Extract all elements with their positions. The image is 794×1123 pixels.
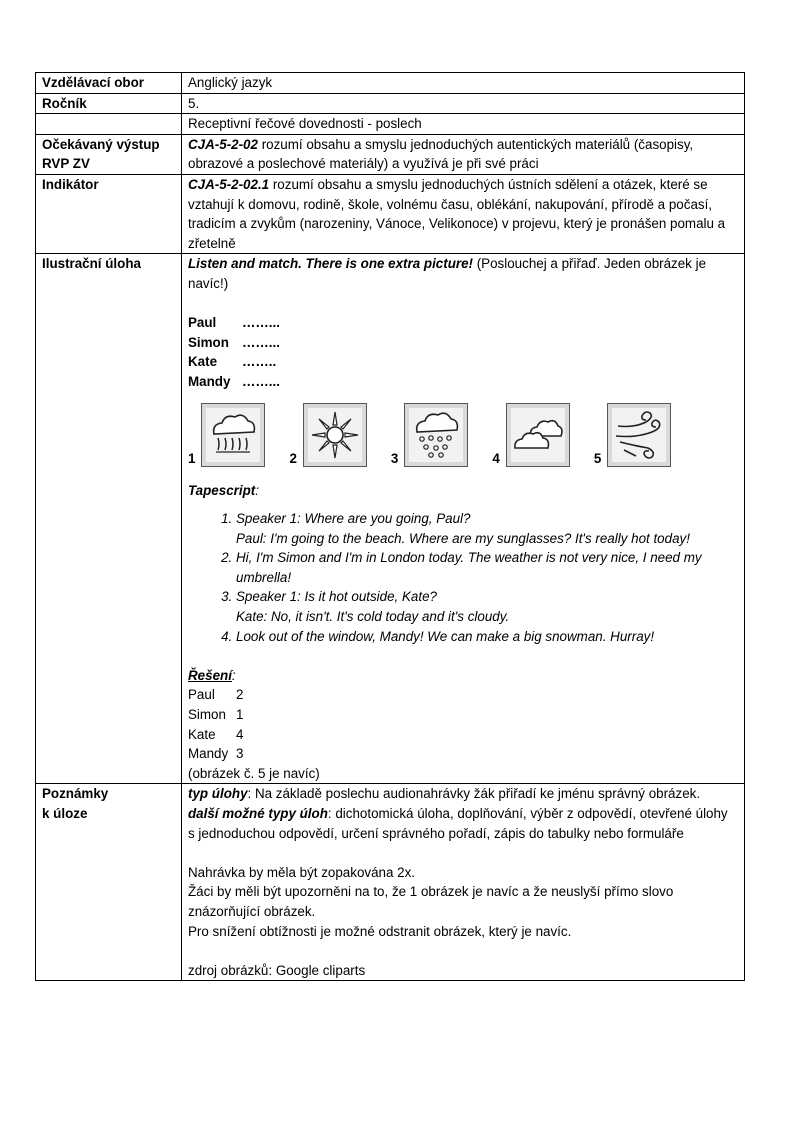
name-row bbox=[188, 333, 738, 353]
picture-5 bbox=[594, 403, 695, 467]
value-obor: Anglický jazyk bbox=[182, 73, 745, 94]
solution-note: (obrázek č. 5 je navíc) bbox=[188, 765, 320, 781]
vystup-code: CJA-5-2-02 bbox=[188, 136, 258, 152]
sun-icon bbox=[303, 403, 367, 467]
tapescript-line: 1. Speaker 1: Where are you going, Paul? bbox=[236, 511, 471, 527]
solution-name: Simon bbox=[188, 707, 226, 723]
row-rocnik bbox=[36, 93, 745, 114]
label-poznamky-line2: k úloze bbox=[42, 806, 88, 821]
picture-row bbox=[188, 403, 738, 467]
name-blank: ……... bbox=[242, 315, 280, 331]
picture-number: 2 bbox=[289, 450, 297, 466]
label-vystup-line1: Očekávaný výstup bbox=[42, 136, 160, 152]
tapescript-item bbox=[236, 627, 738, 647]
picture-1 bbox=[188, 403, 289, 467]
dalsi-text: : dichotomická úloha, doplňování, výběr z odpovědí, otevřené úlohy s jednoduchou odpovědí, určení správného pořadí, zápis do tabulky nebo formuláře bbox=[188, 806, 728, 841]
value-rocnik: 5. bbox=[182, 93, 745, 114]
label-indikator: Indikátor bbox=[36, 174, 182, 253]
tapescript-line: 4. Look out of the window, Mandy! We can make a big snowman. Hurray! bbox=[236, 628, 655, 644]
value-uloha bbox=[182, 254, 745, 784]
tapescript-line: 2. Hi, I'm Simon and I'm in London today. The weather is not very nice, I need my umbrella! bbox=[236, 550, 702, 585]
tapescript-line: Paul: I'm going to the beach. Where are my sunglasses? It's really hot today! bbox=[236, 530, 690, 546]
value-poznamky bbox=[182, 784, 745, 981]
tapescript-item bbox=[236, 587, 738, 626]
picture-number: 4 bbox=[492, 450, 500, 466]
tapescript-item bbox=[236, 509, 738, 548]
tapescript-colon: : bbox=[255, 482, 259, 498]
tapescript-item bbox=[236, 548, 738, 587]
indikator-code: CJA-5-2-02.1 bbox=[188, 176, 270, 192]
name: Paul bbox=[188, 315, 217, 331]
label-poznamky bbox=[36, 784, 182, 981]
name-row bbox=[188, 372, 738, 392]
spacer bbox=[188, 294, 738, 314]
name: Simon bbox=[188, 334, 229, 350]
solution-row bbox=[188, 705, 738, 725]
spacer bbox=[188, 843, 738, 863]
name-row bbox=[188, 352, 738, 372]
label-oblast-empty bbox=[36, 114, 182, 135]
row-indikator bbox=[36, 174, 745, 253]
tapescript-line: Kate: No, it isn't. It's cold today and it's cloudy. bbox=[236, 609, 510, 625]
picture-number: 5 bbox=[593, 450, 602, 466]
solution-heading bbox=[188, 666, 738, 686]
typ-label: typ úlohy bbox=[188, 786, 248, 802]
solution-number: 4 bbox=[236, 726, 244, 742]
tapescript-label: Tapescript bbox=[188, 482, 256, 498]
rain-cloud-icon bbox=[201, 403, 265, 467]
picture-number: 3 bbox=[390, 450, 399, 466]
picture-4 bbox=[492, 403, 593, 467]
picture-number: 1 bbox=[188, 450, 196, 466]
name-blank: ……... bbox=[242, 373, 280, 389]
spacer bbox=[188, 941, 738, 961]
worksheet-table bbox=[35, 72, 745, 981]
row-oblast bbox=[36, 114, 745, 135]
note-paragraph: Žáci by měli být upozorněni na to, že 1 obrázek je navíc a že neuslyší přímo slovo znázorňující obrázek. bbox=[188, 884, 674, 919]
row-obor bbox=[36, 73, 745, 94]
clouds-icon bbox=[506, 403, 570, 467]
picture-2 bbox=[289, 403, 390, 467]
name-blank: ……... bbox=[242, 334, 280, 350]
typ-text: : Na základě poslechu audionahrávky žák přiřadí ke jménu správný obrázek. bbox=[247, 786, 701, 802]
note-paragraph: Pro snížení obtížnosti je možné odstranit obrázek, který je navíc. bbox=[188, 923, 572, 939]
name: Mandy bbox=[188, 373, 231, 389]
solution-label: Řešení bbox=[188, 667, 232, 683]
solution-colon: : bbox=[231, 667, 236, 683]
tapescript-list bbox=[188, 509, 738, 646]
note-source: zdroj obrázků: Google cliparts bbox=[188, 962, 366, 978]
label-vystup bbox=[36, 134, 182, 174]
spacer bbox=[188, 646, 738, 666]
row-vystup bbox=[36, 134, 745, 174]
solution-name: Paul bbox=[188, 687, 215, 703]
uloha-instruction bbox=[188, 254, 738, 293]
solution-row bbox=[188, 744, 738, 764]
note-typ bbox=[188, 784, 738, 804]
label-rocnik: Ročník bbox=[36, 93, 182, 114]
note-paragraph: Nahrávka by měla být zopakována 2x. bbox=[188, 864, 416, 880]
tapescript-heading bbox=[188, 481, 738, 501]
label-poznamky-line1: Poznámky bbox=[42, 786, 109, 802]
solution-number: 1 bbox=[236, 707, 244, 723]
wind-icon bbox=[607, 403, 671, 467]
picture-3 bbox=[391, 403, 492, 467]
value-indikator bbox=[182, 174, 745, 253]
solution-number: 3 bbox=[236, 746, 244, 762]
label-obor: Vzdělávací obor bbox=[36, 73, 182, 94]
note-dalsi bbox=[188, 804, 738, 843]
solution-name: Kate bbox=[188, 726, 216, 742]
row-poznamky bbox=[36, 784, 745, 981]
label-vystup-line2: RVP ZV bbox=[42, 156, 90, 172]
snow-cloud-icon bbox=[404, 403, 468, 467]
name: Kate bbox=[188, 354, 218, 370]
label-uloha: Ilustrační úloha bbox=[36, 254, 182, 784]
value-oblast: Receptivní řečové dovednosti - poslech bbox=[182, 114, 745, 135]
name-row bbox=[188, 313, 738, 333]
solution-row bbox=[188, 725, 738, 745]
instruction-bold: Listen and match. There is one extra picture! bbox=[188, 256, 473, 272]
value-vystup bbox=[182, 134, 745, 174]
solution-name: Mandy bbox=[188, 746, 229, 762]
dalsi-label: další možné typy úloh bbox=[188, 806, 328, 821]
tapescript-line: 3. Speaker 1: Is it hot outside, Kate? bbox=[236, 589, 437, 605]
vystup-text: rozumí obsahu a smyslu jednoduchých autentických materiálů (časopisy, obrazové a poslechové materiály) a využívá je při své práci bbox=[188, 136, 694, 172]
solution-number: 2 bbox=[236, 687, 244, 703]
solution-row bbox=[188, 685, 738, 705]
name-blank: …….. bbox=[242, 354, 277, 370]
instruction-rest: (Poslouchej a přiřaď. Jeden obrázek je navíc!) bbox=[188, 256, 707, 291]
indikator-text: rozumí obsahu a smyslu jednoduchých ústních sdělení a otázek, které se vztahují k domovu, rodině, škole, volnému času, oblékání, nakupování, přírodě a počasí, tradicím a zvykům (narozeniny, Vánoce, Velikonoce) v projevu, který je pronášen pomalu a zřetelně bbox=[188, 176, 726, 251]
row-uloha bbox=[36, 254, 745, 784]
